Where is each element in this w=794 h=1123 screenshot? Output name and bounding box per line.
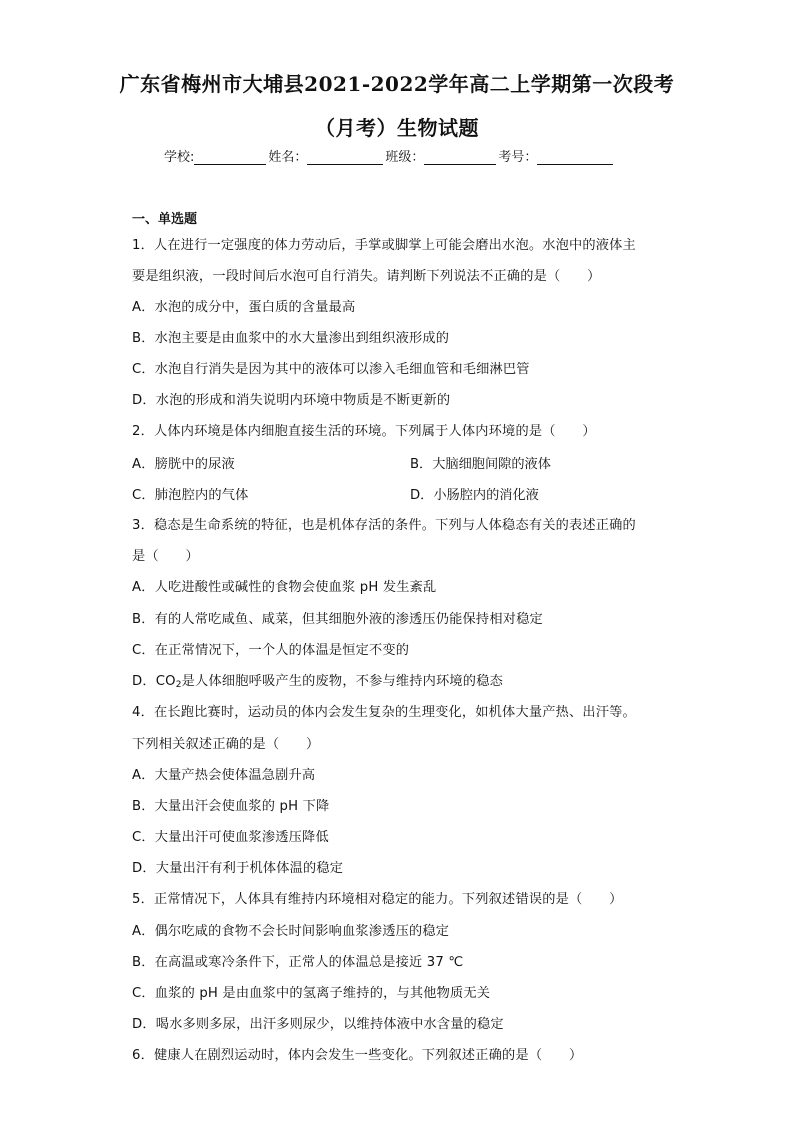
question-5-option-c: C．血浆的 pH 是由血浆中的氢离子维持的，与其他物质无关: [132, 986, 491, 1001]
class-label: 班级：: [385, 150, 425, 165]
question-5-option-d: D．喝水多则多尿，出汗多则尿少，以维持体液中水含量的稳定: [132, 1017, 504, 1032]
exam-number-blank[interactable]: [537, 150, 613, 165]
name-blank[interactable]: [307, 150, 383, 165]
subscript-2: 2: [175, 680, 182, 690]
question-4-option-b: B．大量出汗会使血浆的 pH 下降: [132, 799, 330, 814]
question-4-option-d: D．大量出汗有利于机体体温的稳定: [132, 861, 344, 876]
section-heading: 一、单选题: [132, 212, 198, 227]
class-blank[interactable]: [424, 150, 496, 165]
question-3-text-line1: 3．稳态是生命系统的特征，也是机体存活的条件。下列与人体稳态有关的表述正确的: [132, 518, 636, 533]
question-5-text: 5．正常情况下，人体具有维持内环境相对稳定的能力。下列叙述错误的是（ ）: [132, 892, 623, 907]
question-1-option-a: A．水泡的成分中，蛋白质的含量最高: [132, 300, 356, 315]
question-1-text-line1: 1．人在进行一定强度的体力劳动后，手掌或脚掌上可能会磨出水泡。水泡中的液体主: [132, 238, 636, 253]
question-3-option-d-prefix: D．CO: [132, 674, 176, 689]
document-title-line1: 广东省梅州市大埔县2021-2022学年高二上学期第一次段考: [119, 72, 675, 96]
question-4-text-line2: 下列相关叙述正确的是（ ）: [132, 737, 320, 752]
question-1-option-c: C．水泡自行消失是因为其中的液体可以渗入毛细血管和毛细淋巴管: [132, 362, 530, 377]
question-2-option-b: B．大脑细胞间隙的液体: [410, 457, 551, 472]
question-5-option-b: B．在高温或寒冷条件下，正常人的体温总是接近 37 ℃: [132, 955, 464, 970]
question-3-option-b: B．有的人常吃咸鱼、咸菜，但其细胞外液的渗透压仍能保持相对稳定: [132, 612, 543, 627]
name-label: 姓名：: [268, 150, 308, 165]
school-blank[interactable]: [194, 150, 266, 165]
exam-number-label: 考号：: [498, 150, 538, 165]
question-4-option-a: A．大量产热会使体温急剧升高: [132, 768, 316, 783]
question-4-option-c: C．大量出汗可使血浆渗透压降低: [132, 830, 329, 845]
question-3-text-line2: 是（ ）: [132, 549, 199, 564]
student-info-row: [164, 146, 615, 165]
question-2-option-a: A．膀胱中的尿液: [132, 457, 235, 472]
document-title-line2: （月考）生物试题: [315, 116, 479, 140]
question-5-option-a: A．偶尔吃咸的食物不会长时间影响血浆渗透压的稳定: [132, 924, 450, 939]
school-label: 学校:: [164, 150, 195, 165]
question-2-option-d: D．小肠腔内的消化液: [410, 488, 539, 503]
question-3-option-a: A．人吃进酸性或碱性的食物会使血浆 pH 发生紊乱: [132, 580, 437, 595]
question-1-text-line2: 要是组织液，一段时间后水泡可自行消失。请判断下列说法不正确的是（ ）: [132, 269, 601, 284]
question-1-option-d: D．水泡的形成和消失说明内环境中物质是不断更新的: [132, 393, 451, 408]
question-6-text: 6．健康人在剧烈运动时，体内会发生一些变化。下列叙述正确的是（ ）: [132, 1048, 583, 1063]
question-2-text: 2．人体内环境是体内细胞直接生活的环境。下列属于人体内环境的是（ ）: [132, 424, 596, 439]
question-3-option-d: [132, 670, 503, 690]
question-3-option-d-rest: 是人体细胞呼吸产生的废物，不参与维持内环境的稳态: [181, 674, 503, 689]
question-3-option-c: C．在正常情况下，一个人的体温是恒定不变的: [132, 643, 410, 658]
question-4-text-line1: 4．在长跑比赛时，运动员的体内会发生复杂的生理变化，如机体大量产热、出汗等。: [132, 705, 636, 720]
question-2-option-c: C．肺泡腔内的气体: [132, 488, 249, 503]
question-1-option-b: B．水泡主要是由血浆中的水大量渗出到组织液形成的: [132, 331, 450, 346]
